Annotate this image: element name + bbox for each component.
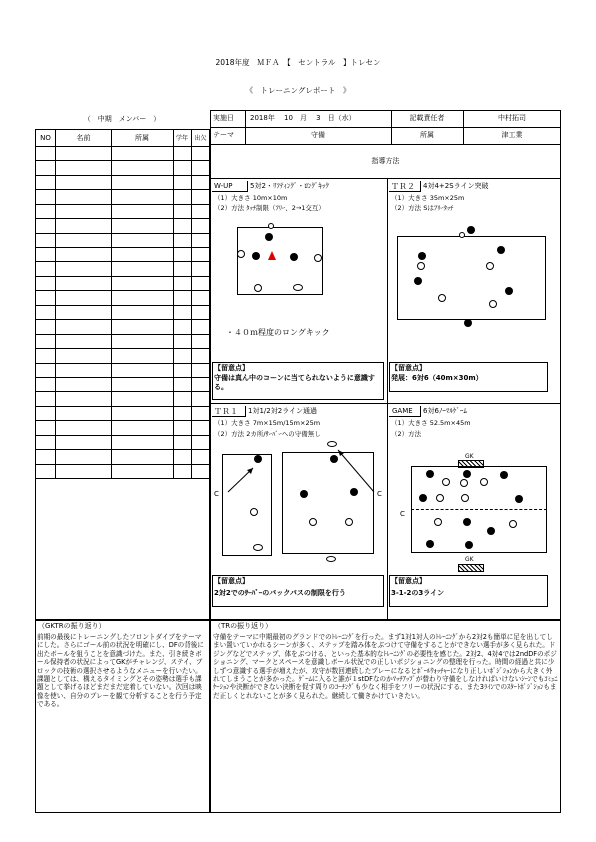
tr1-label-c-right: C	[377, 490, 382, 498]
game-gk-top-label: GK	[465, 453, 474, 460]
tr1-arrows	[210, 440, 385, 500]
tr1-note-body: 2対2でのｻｰﾊﾞｰのバックパスの制限を行う	[214, 589, 346, 597]
tr2-name: 4対4+2Sライン突破	[423, 182, 489, 190]
affiliation-label: 所属	[420, 131, 434, 139]
player-dark	[252, 252, 260, 260]
player-dark	[290, 253, 298, 261]
game-gk-bottom-label: GK	[465, 556, 474, 563]
member-col-name: 名前	[76, 134, 91, 142]
player-light	[480, 478, 488, 486]
player-light	[460, 479, 468, 487]
wup-size: （1）大きさ 10m×10m	[214, 194, 288, 202]
grid-line	[35, 276, 210, 277]
player-dark	[497, 246, 505, 254]
grid-line	[35, 233, 210, 234]
player-dark	[350, 488, 358, 496]
wup-note-title: 【留意点】	[214, 364, 249, 372]
grid-line	[173, 129, 174, 478]
tr1-size: （1）大きさ 7m×15m/15m×25m	[214, 419, 321, 427]
game-size: （1）大きさ 52.5m×45m	[391, 419, 471, 427]
player-light	[293, 284, 303, 291]
grid-line	[35, 175, 210, 176]
tr2-size: （1）大きさ 35m×25m	[391, 194, 465, 202]
grid-line	[35, 218, 210, 219]
player-dark	[419, 494, 427, 502]
theme-label: テーマ	[213, 131, 234, 139]
reflection-tr-body: 守備をテーマに中期最初のグランドでのﾄﾚｰﾆﾝｸﾞを行った。まず1対1対人のﾄﾚｰﾆﾝｸﾞから2対2も簡単に足を出してしまい置いていかれるシーンが多く、ステップを踏み体をぶつけて守備をすることができない選手が多く見られた。ドジングなどでステップ、体をぶつける、といった基本的なﾄﾚｰﾆﾝｸﾞの必要性を感じた。2対2、4対4では2ndDFのポジショニング、マークとスペースを意識しボール状況での正しいポジショニングの整理を行った。時間の経過と共に少しずつ意識する選手が増えたが、攻守が数回連続したプレーになるとﾎﾞｰﾙｳｫｯﾁｬｰになり正しいﾎﾟｼﾞｼｮﾝから大きく外れてしまうことが多かった。ｹﾞｰﾑに入ると誰が１stDFなのかﾏｯﾁｱｯﾌﾟが替わり守備をしなければいけないｼｰﾝでもｺﾐｭﾆｹｰｼｮﾝや決断ができない決断を促す周りのｺｰﾁﾝｸﾞも少なく相手をフリーの状況にする、また3ﾗｲﾝでのｽﾀｰﾄﾎﾟｼﾞｼｮﾝもまだ正しくとれないことが多く見られた。継続して働きかけていきたい。	[213, 633, 558, 700]
player-dark	[330, 455, 338, 463]
member-panel-title: （ 中期 メンバー ）	[83, 115, 161, 123]
report-title: 《 トレーニングレポート 》	[245, 86, 351, 95]
cone-icon	[268, 251, 276, 260]
grid-line	[35, 189, 210, 190]
goal-bottom	[458, 564, 484, 572]
player-light	[489, 300, 497, 308]
member-col-no: NO	[40, 134, 51, 142]
grid-line	[191, 129, 192, 478]
player-light	[436, 494, 444, 502]
title-line: 2018年度 ＭＦＡ 【 セントラル 】トレセン	[215, 58, 381, 67]
wup-note-body: 守備は真ん中のコーンに当てられないように意識する。	[214, 374, 375, 391]
grid-line	[35, 290, 210, 291]
grid-line	[35, 464, 210, 465]
wup-extra: ・４０ｍ程度のロングキック	[226, 328, 330, 337]
reflection-tr-title: （TRの振り返り）	[214, 622, 273, 630]
grid-line	[35, 435, 210, 436]
grid-line	[35, 406, 210, 407]
grid-line	[35, 420, 210, 421]
player-dark	[426, 540, 434, 548]
player-light	[486, 262, 494, 270]
player-light	[309, 518, 317, 526]
player-light	[438, 294, 446, 302]
member-col-attend: 出欠	[194, 135, 207, 142]
player-dark	[426, 470, 434, 478]
date-label: 実施日	[213, 114, 234, 122]
method-header: 指導方法	[371, 157, 400, 165]
grid-line	[35, 391, 210, 392]
member-col-grade: 学年	[175, 135, 188, 142]
member-col-team: 所属	[135, 134, 149, 142]
player-dark	[265, 233, 273, 241]
player-light	[268, 223, 274, 229]
game-tag: GAME	[392, 407, 413, 415]
player-dark	[465, 541, 473, 549]
player-dark	[515, 495, 523, 503]
grid-line	[35, 247, 210, 248]
player-dark	[463, 518, 471, 526]
player-light	[254, 284, 262, 292]
grid-line	[35, 204, 210, 205]
player-dark	[505, 287, 513, 295]
game-note-body: 3-1-2の3ライン	[391, 589, 445, 597]
player-light	[345, 518, 353, 526]
player-dark	[418, 252, 426, 260]
player-light	[326, 556, 336, 562]
tr2-note-body: 発展：6対6（40m×30m）	[391, 374, 483, 382]
wup-field	[237, 227, 323, 295]
game-label-c: C	[400, 510, 405, 518]
grid-line	[35, 160, 210, 161]
player-light	[442, 478, 450, 486]
player-light	[461, 494, 469, 502]
player-light	[250, 508, 258, 516]
tr2-note-title: 【留意点】	[391, 364, 426, 372]
player-light	[327, 441, 337, 447]
player-light	[314, 254, 322, 262]
wup-method: （2）方法 ﾀｯﾁ制限（ﾌﾘｰ、2→1交互）	[214, 204, 325, 212]
grid-line	[35, 348, 210, 349]
grid-line	[35, 319, 210, 320]
wup-name: 5対2・ﾘﾌﾃｨﾝｸﾞ・ﾛﾝｸﾞｷｯｸ	[250, 182, 329, 190]
player-light	[459, 232, 465, 238]
grid-line	[35, 146, 210, 147]
grid-line	[111, 129, 112, 478]
date-value: 2018年 10 月 3 日（水）	[250, 114, 356, 122]
player-dark	[463, 470, 471, 478]
player-dark	[254, 455, 262, 463]
player-light	[253, 544, 263, 551]
player-dark	[487, 527, 495, 535]
game-note-title: 【留意点】	[391, 577, 426, 585]
grid-line	[35, 334, 210, 335]
grid-line	[35, 449, 210, 450]
player-dark	[414, 277, 422, 285]
affiliation-value: 津工業	[501, 131, 523, 139]
tr1-method: （2）方法 2カ所/ｻｰﾊﾞｰへの守備無し	[214, 430, 321, 438]
tr2-method: （2）方法 Sはﾌﾘｰﾀｯﾁ	[391, 204, 454, 212]
grid-line	[35, 377, 210, 378]
player-light	[417, 262, 425, 270]
wup-tag: W-UP	[214, 182, 233, 190]
player-light	[237, 250, 245, 258]
grid-line	[35, 261, 210, 262]
grid-line	[35, 305, 210, 306]
grid-line	[35, 478, 210, 479]
grid-line	[35, 363, 210, 364]
player-dark	[500, 471, 508, 479]
player-light	[509, 520, 517, 528]
player-dark	[300, 490, 308, 498]
player-dark	[464, 319, 472, 327]
theme-value: 守備	[311, 131, 325, 139]
recorder-value: 中村拓司	[498, 114, 526, 122]
game-method: （2）方法	[391, 430, 422, 438]
tr1-note-title: 【留意点】	[214, 577, 249, 585]
recorder-label: 記載責任者	[409, 114, 445, 122]
tr1-label-c-left: C	[214, 490, 219, 498]
tr1-name: 1対1/2対2ライン通過	[248, 407, 317, 415]
grid-line	[55, 129, 56, 478]
player-light	[434, 518, 442, 526]
player-dark	[467, 226, 475, 234]
member-table	[35, 129, 210, 620]
reflection-gk-title: （GKTRの振り返り）	[38, 622, 106, 630]
reflection-gk-body: 前期の最後にトレーニングしたフロントダイブをテーマにした。さらにゴール前の状況を明確にし、DFの背後に出たボールを狙うことを意識づけた。また、引き続きボール保持者の状況によってGKがチャレンジ、ステイ、ブロックの技術の選択させるようなメニューを行いたい。課題としては、構えるタイミングとその姿勢は選手も課題として挙げるほどまだまだ定着していない。次回は映像を使い、自分のプレーを観て分析することを行う予定である。	[37, 633, 204, 709]
tr2-tag: ＴＲ２	[391, 182, 415, 191]
tr1-tag: ＴＲ１	[214, 407, 238, 416]
game-name: 6対6ﾉｰﾏﾙｹﾞｰﾑ	[423, 407, 467, 415]
